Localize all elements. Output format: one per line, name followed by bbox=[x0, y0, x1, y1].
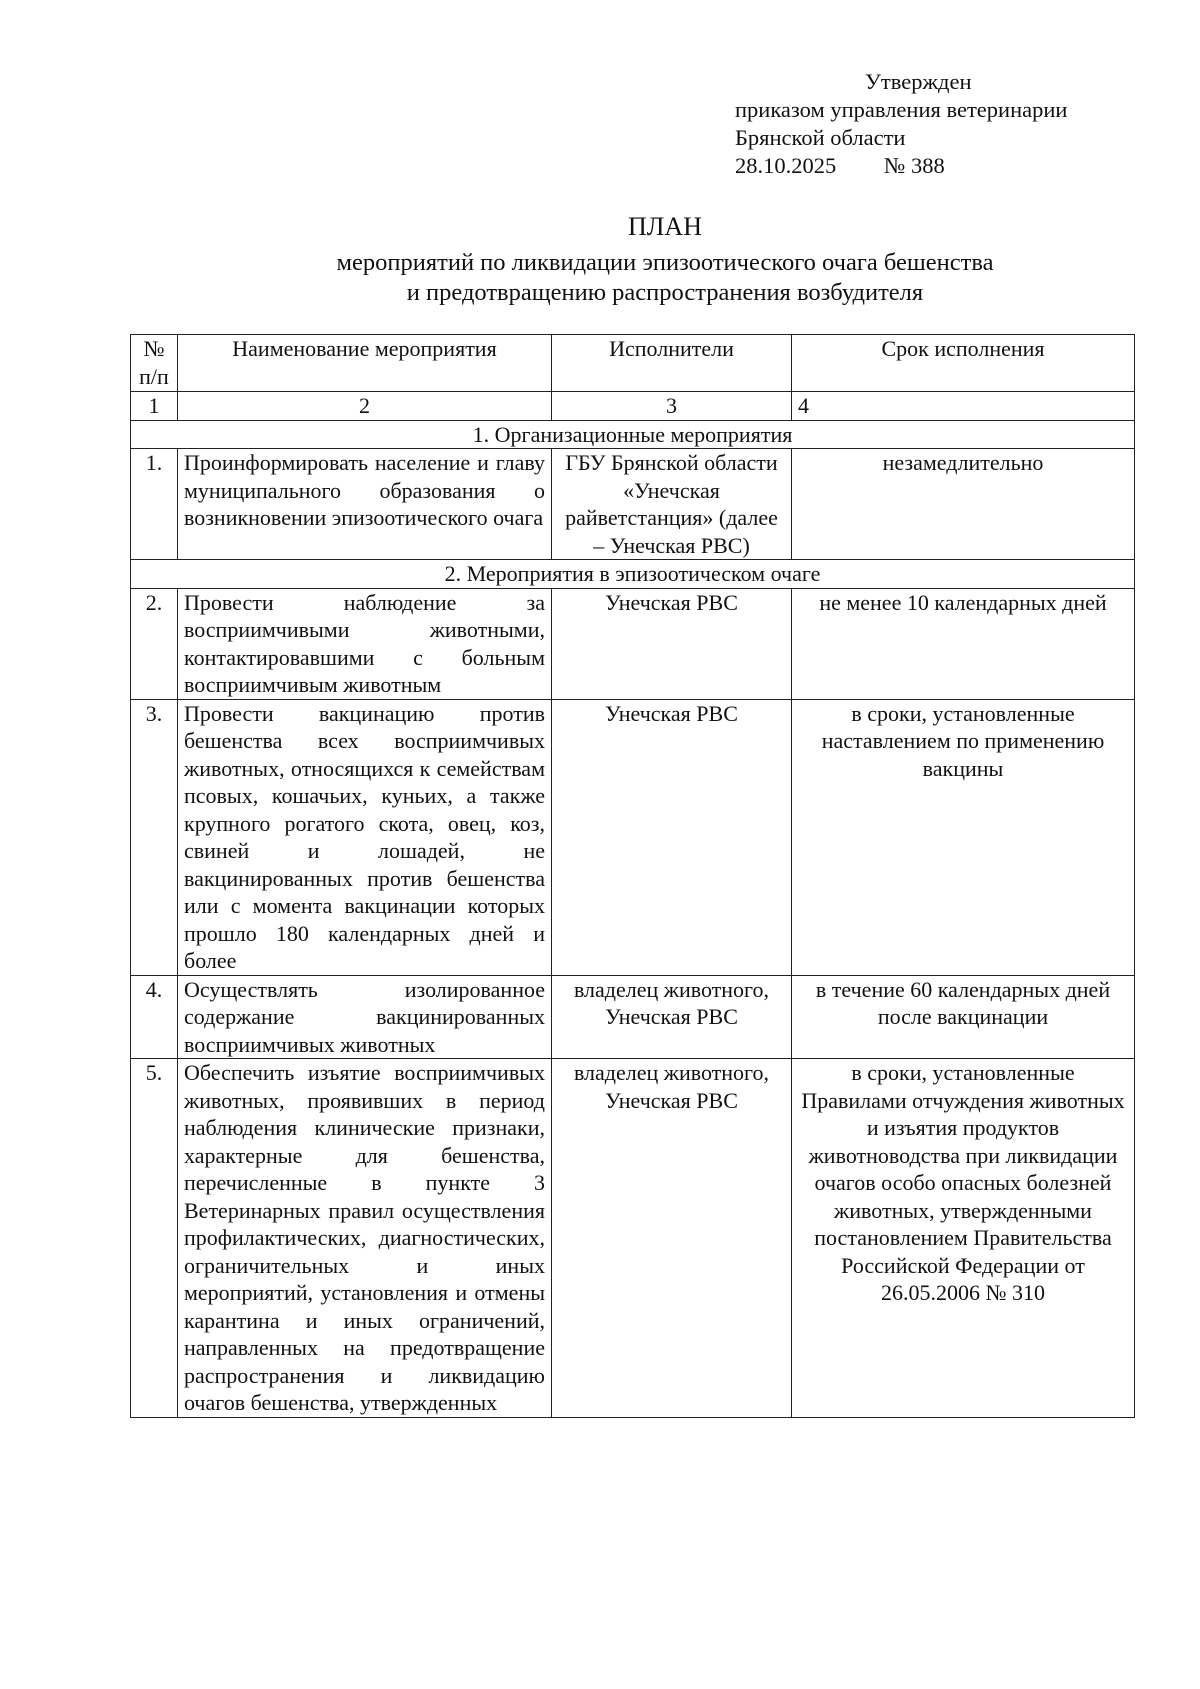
approval-date-line bbox=[735, 152, 1067, 180]
section-title: 1. Организационные мероприятия bbox=[131, 420, 1135, 449]
header-term: Срок исполнения bbox=[792, 335, 1135, 392]
row-number: 2. bbox=[131, 588, 178, 699]
row-number: 1. bbox=[131, 449, 178, 560]
subtitle-line-2: и предотвращению распространения возбудителя bbox=[406, 279, 924, 306]
row-number: 3. bbox=[131, 699, 178, 975]
column-number: 4 bbox=[792, 392, 1135, 421]
row-term: незамедлительно bbox=[792, 449, 1135, 560]
approval-line-approved: Утвержден bbox=[865, 69, 972, 94]
section-row bbox=[131, 560, 1135, 589]
row-term: в сроки, установленные Правилами отчуждения животных и изъятия продуктов животноводства при ликвидации очагов особо опасных болезней животных, утвержденными постановлением Правительства Российской Федерации от 26.05.2006 № 310 bbox=[792, 1059, 1135, 1418]
subtitle-line-1: мероприятий по ликвидации эпизоотического очага бешенства bbox=[336, 249, 994, 276]
row-executors: владелец животного, Унечская РВС bbox=[552, 975, 792, 1059]
column-number: 1 bbox=[131, 392, 178, 421]
row-number: 5. bbox=[131, 1059, 178, 1418]
row-activity: Обеспечить изъятие восприимчивых животных, проявивших в период наблюдения клинические признаки, характерные для бешенства, перечисленные в пункте 3 Ветеринарных правил осуществления профилактических, диагностических, ограничительных и иных мероприятий, установления и отмены карантина и иных ограничений, направленных на предотвращение распространения и ликвидацию очагов бешенства, утвержденных bbox=[178, 1059, 552, 1418]
table-row bbox=[131, 975, 1135, 1059]
row-executors: Унечская РВС bbox=[552, 699, 792, 975]
header-name: Наименование мероприятия bbox=[178, 335, 552, 392]
row-activity: Провести наблюдение за восприимчивыми животными, контактировавшими с больным восприимчивым животным bbox=[178, 588, 552, 699]
approval-date: 28.10.2025 bbox=[735, 153, 837, 178]
column-number: 3 bbox=[552, 392, 792, 421]
row-term: не менее 10 календарных дней bbox=[792, 588, 1135, 699]
approval-line-order: приказом управления ветеринарии bbox=[735, 97, 1068, 122]
row-executors: ГБУ Брянской области «Унечская райветстанция» (далее – Унечская РВС) bbox=[552, 449, 792, 560]
row-activity: Проинформировать население и главу муниципального образования о возникновении эпизоотического очага bbox=[178, 449, 552, 560]
column-number-row bbox=[131, 392, 1135, 421]
header-num: № п/п bbox=[131, 335, 178, 392]
section-row bbox=[131, 420, 1135, 449]
row-term: в течение 60 календарных дней после вакцинации bbox=[792, 975, 1135, 1059]
table-row bbox=[131, 699, 1135, 975]
table-row bbox=[131, 1059, 1135, 1418]
row-activity: Провести вакцинацию против бешенства всех восприимчивых животных, относящихся к семействам псовых, кошачьих, куньих, а также крупного рогатого скота, овец, коз, свиней и лошадей, не вакцинированных против бешенства или с момента вакцинации которых прошло 180 календарных дней и более bbox=[178, 699, 552, 975]
header-executors: Исполнители bbox=[552, 335, 792, 392]
row-activity: Осуществлять изолированное содержание вакцинированных восприимчивых животных bbox=[178, 975, 552, 1059]
document-title: ПЛАН bbox=[628, 212, 702, 241]
approval-number: № 388 bbox=[883, 153, 945, 178]
document-subtitle bbox=[130, 248, 1200, 308]
column-number: 2 bbox=[178, 392, 552, 421]
row-executors: Унечская РВС bbox=[552, 588, 792, 699]
plan-table bbox=[130, 334, 1135, 1418]
table-row bbox=[131, 588, 1135, 699]
row-number: 4. bbox=[131, 975, 178, 1059]
table-header-row bbox=[131, 335, 1135, 392]
section-title: 2. Мероприятия в эпизоотическом очаге bbox=[131, 560, 1135, 589]
row-term: в сроки, установленные наставлением по применению вакцины bbox=[792, 699, 1135, 975]
approval-stamp bbox=[735, 68, 1067, 180]
approval-line-region: Брянской области bbox=[735, 125, 906, 150]
row-executors: владелец животного, Унечская РВС bbox=[552, 1059, 792, 1418]
table-row bbox=[131, 449, 1135, 560]
